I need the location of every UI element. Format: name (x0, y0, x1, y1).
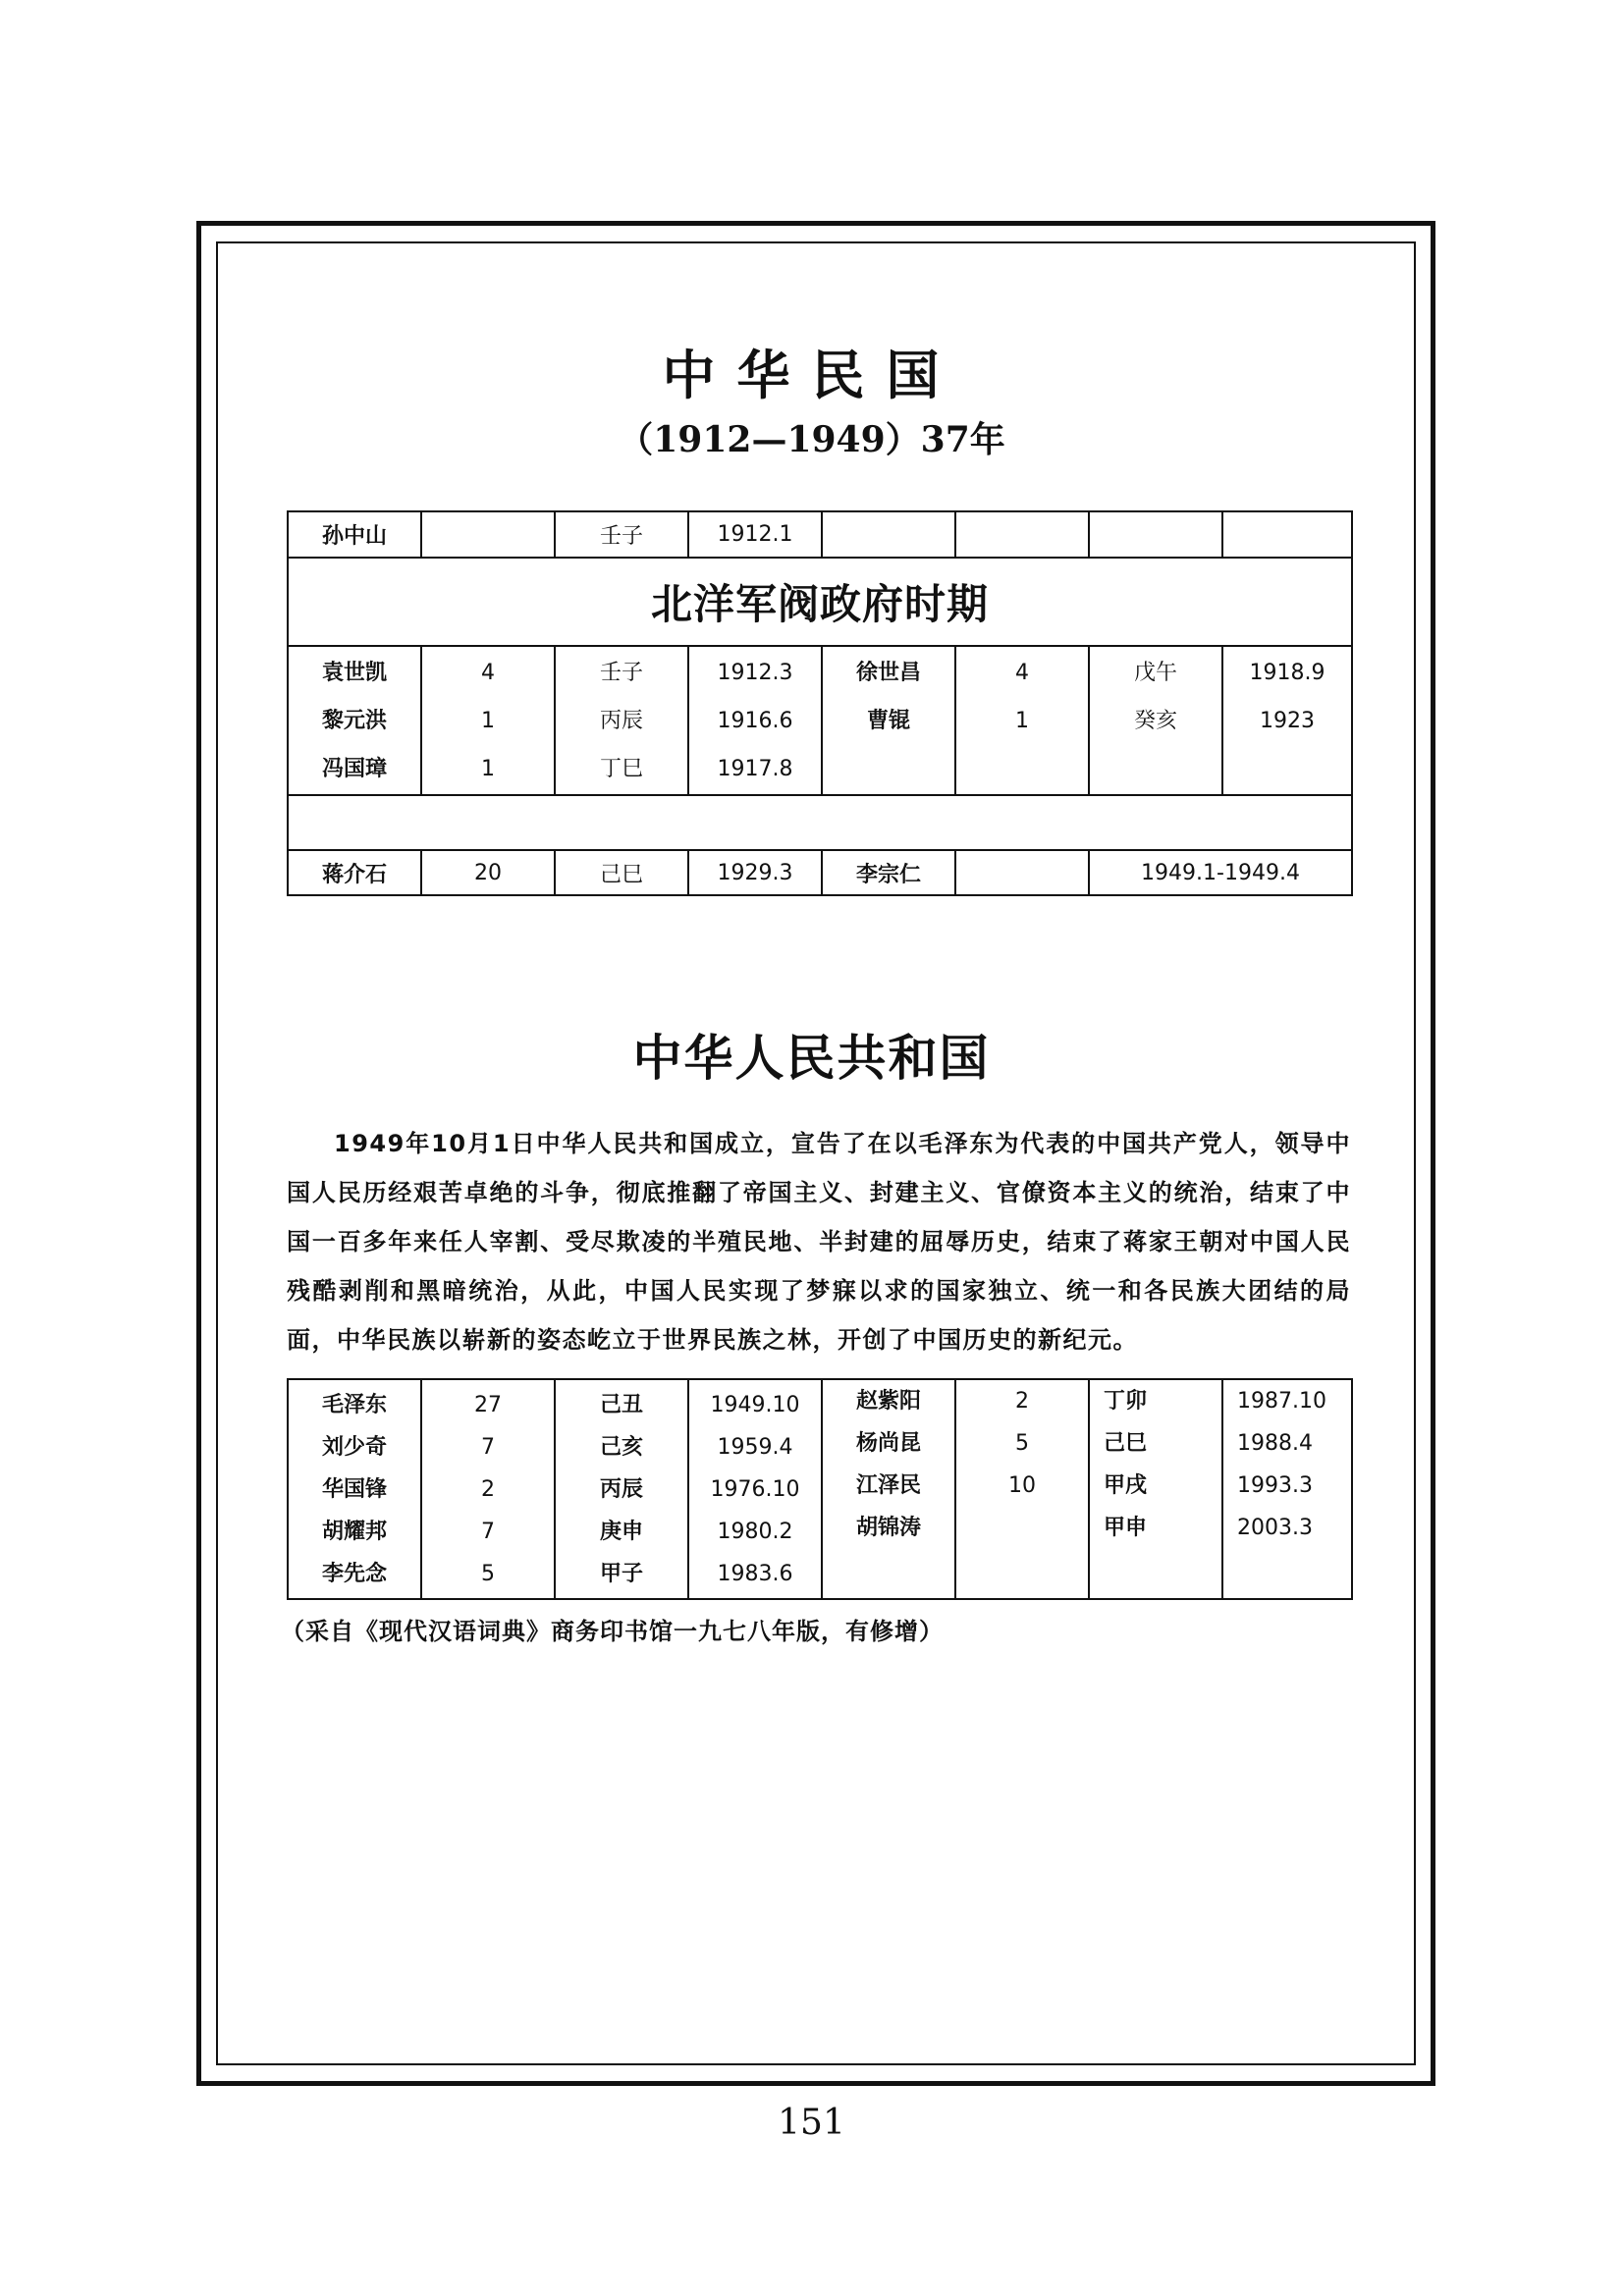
prc-right-dates: 1987.10 1988.4 1993.3 2003.3 (1222, 1379, 1352, 1599)
empty-cell (421, 511, 555, 558)
prc-row (288, 1379, 1352, 1599)
prc-left-ganzhi: 己丑 己亥 丙辰 庚申 甲子 (555, 1379, 688, 1599)
page-number: 151 (778, 2103, 845, 2143)
prc-left-names: 毛泽东 刘少奇 华国锋 胡耀邦 李先念 (288, 1379, 421, 1599)
roc-subtitle: （1912—1949）37年 (618, 419, 1005, 460)
beiyang-left-dates: 1912.3 1916.6 1917.8 (688, 646, 822, 795)
source-note: （采自《现代汉语词典》商务印书馆一九七八年版，有修增） (281, 1618, 944, 1645)
chiang-ganzhi: 己巳 (555, 850, 688, 895)
prc-right-years: 2 5 10 (955, 1379, 1089, 1599)
beiyang-right-years: 4 1 (955, 646, 1089, 795)
chiang-date: 1929.3 (688, 850, 822, 895)
period-title: 北洋军阀政府时期 (288, 558, 1352, 646)
roc-title: 中华民国 (662, 345, 961, 406)
prc-paragraph: 1949年10月1日中华人民共和国成立，宣告了在以毛泽东为代表的中国共产党人，领导中国人民历经艰苦卓绝的斗争，彻底推翻了帝国主义、封建主义、官僚资本主义的统治，结束了中国一百多年来任人宰割、受尽欺凌的半殖民地、半封建的屈辱历史，结束了蒋家王朝对中国人民残酷剥削和黑暗统治，从此，中国人民实现了梦寐以求的国家独立、统一和各民族大团结的局面，中华民族以崭新的姿态屹立于世界民族之林，开创了中国历史的新纪元。 (287, 1130, 1351, 1354)
empty-cell (955, 511, 1089, 558)
prc-left-dates: 1949.10 1959.4 1976.10 1980.2 1983.6 (688, 1379, 822, 1599)
beiyang-right-names: 徐世昌 曹锟 (822, 646, 955, 795)
prc-table (287, 1378, 1353, 1600)
nationalist-row (288, 850, 1352, 895)
beiyang-left-ganzhi: 壬子 丙辰 丁巳 (555, 646, 688, 795)
empty-cell (955, 850, 1089, 895)
chiang-name: 蒋介石 (288, 850, 421, 895)
prc-right-ganzhi: 丁卯 己巳 甲戌 甲申 (1089, 1379, 1222, 1599)
blank-row (288, 795, 1352, 850)
li-name: 李宗仁 (822, 850, 955, 895)
sun-name: 孙中山 (288, 511, 421, 558)
empty-cell (288, 795, 1352, 850)
sun-date: 1912.1 (688, 511, 822, 558)
beiyang-right-dates: 1918.9 1923 (1222, 646, 1352, 795)
sun-ganzhi: 壬子 (555, 511, 688, 558)
prc-left-years: 27 7 2 7 5 (421, 1379, 555, 1599)
beiyang-right-ganzhi: 戊午 癸亥 (1089, 646, 1222, 795)
prc-title: 中华人民共和国 (632, 1030, 991, 1087)
empty-cell (822, 511, 955, 558)
prc-right-names: 赵紫阳 杨尚昆 江泽民 胡锦涛 (822, 1379, 955, 1599)
empty-cell (1089, 511, 1222, 558)
beiyang-left-names: 袁世凯 黎元洪 冯国璋 (288, 646, 421, 795)
beiyang-row (288, 646, 1352, 795)
roc-table (287, 510, 1353, 896)
chiang-years: 20 (421, 850, 555, 895)
period-row (288, 558, 1352, 646)
beiyang-left-years: 4 1 1 (421, 646, 555, 795)
sun-row (288, 511, 1352, 558)
empty-cell (1222, 511, 1352, 558)
li-range: 1949.1-1949.4 (1089, 850, 1352, 895)
